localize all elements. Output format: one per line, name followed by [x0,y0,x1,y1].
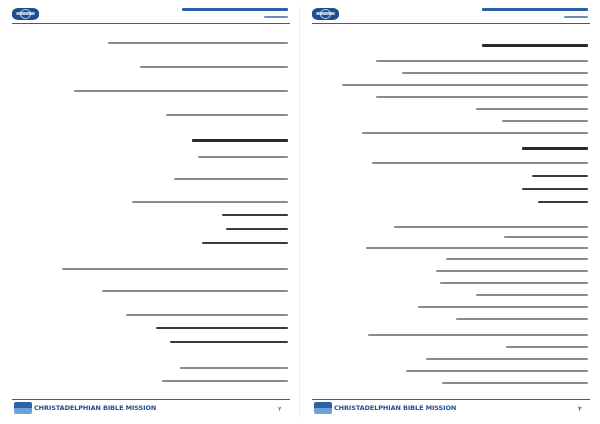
question-line [402,72,588,74]
question-line [62,268,288,270]
footer-rule [312,399,590,400]
page-number: ۲ [278,405,282,413]
question-line [506,346,588,348]
answer-option [538,201,588,203]
question-line [394,226,588,228]
question-line [372,162,588,164]
question-line [502,120,588,122]
answer-option [226,228,288,230]
question-line [436,270,588,272]
question-line [108,42,288,44]
question-line [126,314,288,316]
mission-logo-icon [12,8,39,20]
footer-mission-name: CHRISTADELPHIAN BIBLE MISSION [334,404,457,412]
header-title [482,8,588,11]
question-line [418,306,588,308]
question-line [446,258,588,260]
question-line [174,178,288,180]
question-line [476,294,588,296]
answer-option [156,327,288,329]
question-line [440,282,588,284]
right-page [306,0,596,424]
question-line [166,114,288,116]
question-line [368,334,588,336]
question-line [74,90,288,92]
mission-logo-icon [312,8,339,20]
mission-logo-icon [314,402,332,414]
footer-mission-name: CHRISTADELPHIAN BIBLE MISSION [34,404,157,412]
page-divider [299,6,300,418]
header-subtitle [564,16,588,18]
question-line [426,358,588,360]
question-line [102,290,288,292]
header-subtitle [264,16,288,18]
question-line [376,96,588,98]
answer-option [170,341,288,343]
header-title [182,8,288,11]
question-line [140,66,288,68]
question-line [442,382,588,384]
question-line [198,156,288,158]
answer-option [222,214,288,216]
footer-rule [12,399,290,400]
page-number: ۳ [578,405,582,413]
question-line [362,132,588,134]
header-rule [312,23,590,24]
mission-logo-icon [14,402,32,414]
question-line [180,367,288,369]
question-line [376,60,588,62]
question-line [132,201,288,203]
section-heading [192,139,288,142]
header-rule [12,23,290,24]
question-line [162,380,288,382]
question-line [456,318,588,320]
left-page [6,0,296,424]
answer-option [522,188,588,190]
question-line [476,108,588,110]
question-line [342,84,588,86]
answer-option [202,242,288,244]
section-heading [482,44,588,47]
section-heading [522,147,588,150]
answer-option [532,175,588,177]
question-line [366,247,588,249]
question-line [504,236,588,238]
question-line [406,370,588,372]
